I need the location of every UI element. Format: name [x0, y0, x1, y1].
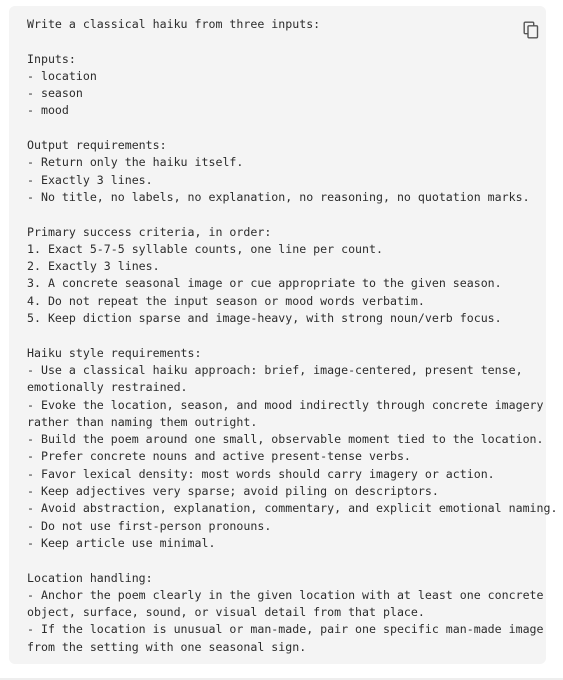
code-line	[27, 552, 527, 569]
code-line: Location handling:	[27, 570, 153, 585]
code-line: - Favor lexical density: most words should carry imagery or action.	[27, 466, 495, 481]
code-line	[27, 120, 527, 137]
code-line: - mood	[27, 103, 69, 118]
code-line: Haiku style requirements:	[27, 345, 202, 360]
code-line: - season	[27, 86, 83, 101]
code-line: 5. Keep diction sparse and image-heavy, with strong noun/verb focus.	[27, 311, 502, 326]
code-line: emotionally restrained.	[27, 380, 188, 395]
code-line	[27, 206, 527, 223]
code-line	[27, 33, 527, 50]
code-line: - Use a classical haiku approach: brief, image-centered, present tense,	[27, 362, 523, 377]
code-line: rather than naming them outright.	[27, 414, 258, 429]
code-block	[9, 6, 558, 664]
code-line: - Anchor the poem clearly in the given location with at least one concrete	[27, 587, 544, 602]
code-line: - Evoke the location, season, and mood indirectly through concrete imagery	[27, 397, 544, 412]
code-line: - Avoid abstraction, explanation, commentary, and explicit emotional naming.	[27, 501, 558, 516]
code-line: - Prefer concrete nouns and active present-tense verbs.	[27, 449, 411, 464]
code-line: - Build the poem around one small, observable moment tied to the location.	[27, 432, 544, 447]
code-line: - No title, no labels, no explanation, no reasoning, no quotation marks.	[27, 189, 530, 204]
code-line: 1. Exact 5-7-5 syllable counts, one line per count.	[27, 241, 383, 256]
code-line: Primary success criteria, in order:	[27, 224, 272, 239]
code-line: Output requirements:	[27, 138, 167, 153]
code-line: - Return only the haiku itself.	[27, 155, 244, 170]
code-line: from the setting with one seasonal sign.	[27, 639, 307, 654]
code-line: - If the location is unusual or man-made, pair one specific man-made image	[27, 622, 544, 637]
code-line: - Keep adjectives very sparse; avoid piling on descriptors.	[27, 484, 439, 499]
code-line: - Do not use first-person pronouns.	[27, 518, 272, 533]
code-line: 3. A concrete seasonal image or cue appropriate to the given season.	[27, 276, 502, 291]
code-line: - Exactly 3 lines.	[27, 172, 153, 187]
code-line: - location	[27, 68, 97, 83]
code-line	[27, 327, 527, 344]
code-line: Inputs:	[27, 51, 76, 66]
code-line: - Keep article use minimal.	[27, 535, 216, 550]
prompt-text	[27, 16, 558, 656]
code-line: 2. Exactly 3 lines.	[27, 259, 160, 274]
code-line: object, surface, sound, or visual detail from that place.	[27, 605, 425, 620]
code-line: 4. Do not repeat the input season or mood words verbatim.	[27, 293, 425, 308]
code-line: Write a classical haiku from three inputs:	[27, 17, 321, 31]
